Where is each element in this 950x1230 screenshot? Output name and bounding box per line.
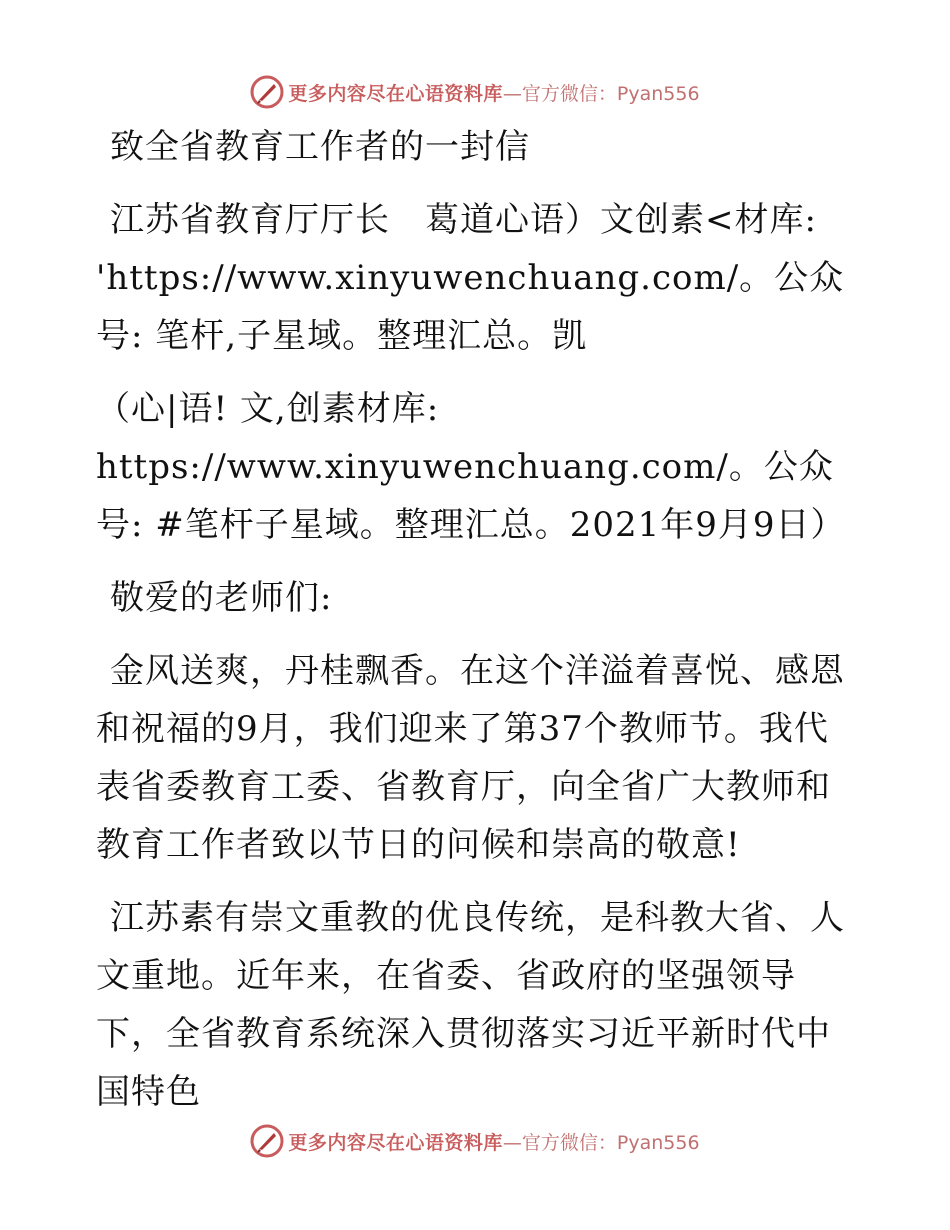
- author-line: 江苏省教育厅厅长 葛道心语）文创素<材库: 'https://www.xinyuwenchuang.com/。公众号: 笔杆,子星域。整理汇总。凯: [96, 200, 845, 356]
- document-title: 致全省教育工作者的一封信: [110, 127, 530, 167]
- header-watermark: [0, 72, 950, 112]
- quill-pen-logo-icon: [250, 75, 284, 109]
- body-paragraph: 金风送爽，丹桂飘香。在这个洋溢着喜悦、感恩和祝福的9月，我们迎来了第37个教师节。我代表省委教育工委、省教育厅，向全省广大教师和教育工作者致以节日的问候和崇高的敬意!: [96, 651, 845, 865]
- watermark-main-text: 更多内容尽在心语资料库: [288, 82, 503, 105]
- watermark-contact-text: —官方微信：Pyan556: [502, 82, 700, 105]
- watermark-main-text: 更多内容尽在心语资料库: [288, 1131, 503, 1154]
- body-paragraph: 江苏素有崇文重教的优良传统，是科教大省、人文重地。近年来，在省委、省政府的坚强领导下，全省教育系统深入贯彻落实习近平新时代中国特色: [96, 898, 845, 1112]
- salutation: 敬爱的老师们:: [110, 578, 333, 618]
- document-body: [96, 118, 856, 1136]
- watermark-contact-text: —官方微信：Pyan556: [502, 1131, 700, 1154]
- quill-pen-logo-icon: [250, 1124, 284, 1158]
- footer-watermark: [0, 1121, 950, 1161]
- date-line: （心|语! 文,创素材库: https://www.xinyuwenchuang.com/。公众号: #笔杆子星域。整理汇总。2021年9月9日）: [96, 389, 846, 545]
